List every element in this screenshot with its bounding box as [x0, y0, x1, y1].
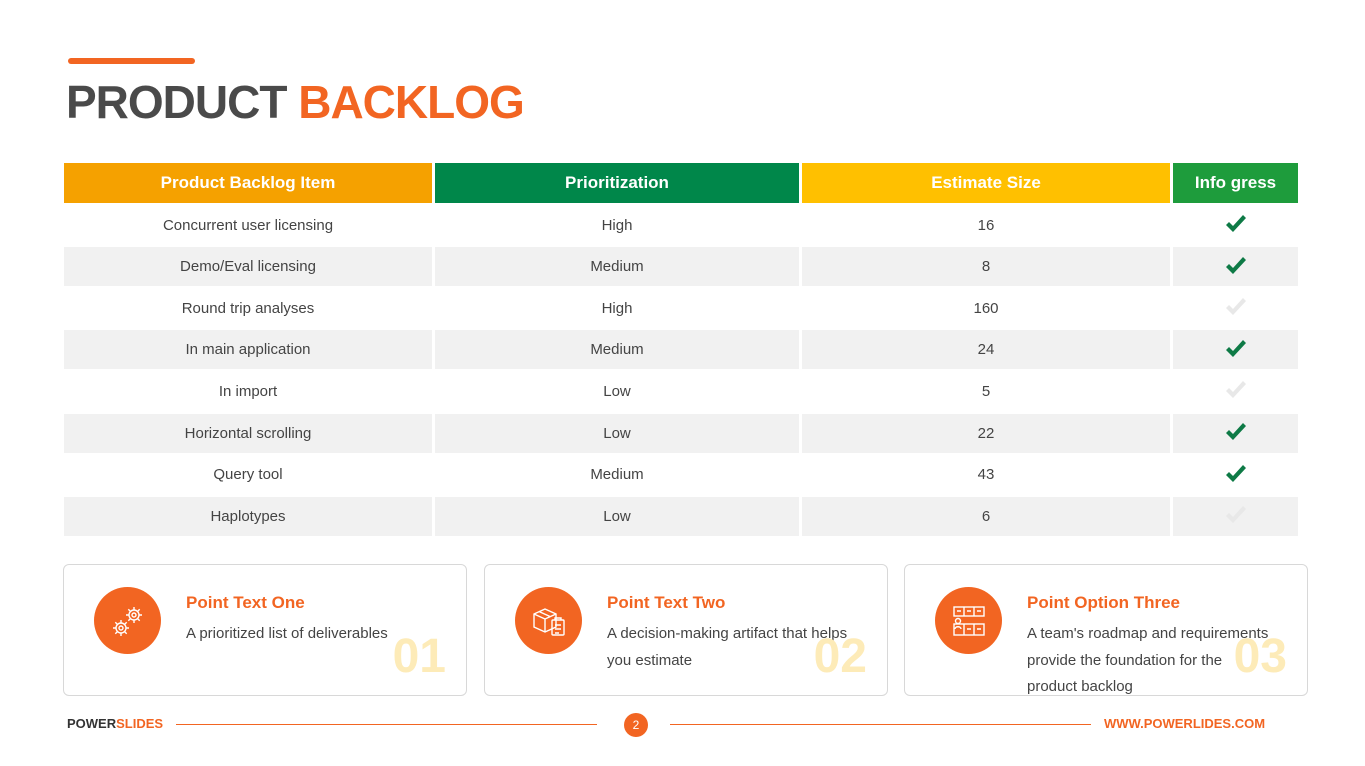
cell-item: Query tool [213, 466, 283, 484]
table-row [64, 455, 1298, 494]
cell-size: 16 [977, 216, 995, 234]
header-prioritization: Prioritization [435, 163, 799, 203]
table-row [64, 206, 1298, 245]
card-number: 03 [1233, 630, 1287, 683]
cell-item: Haplotypes [64, 497, 432, 536]
checkmark-icon [1224, 257, 1248, 277]
cell-priority: Low [435, 414, 799, 453]
cell-item: In import [218, 382, 278, 400]
cell-item: Horizontal scrolling [64, 414, 432, 453]
table-header-row [64, 163, 1298, 203]
card-description: A decision-making artifact that helps you estimate [607, 625, 848, 669]
checkmark-icon [1224, 465, 1248, 485]
title-accent-bar [68, 58, 195, 64]
checkmark-icon [1224, 298, 1248, 318]
cell-progress [1173, 289, 1298, 328]
card-icon-circle [935, 587, 1002, 654]
footer-website: WWW.POWERLIDES.COM [1104, 716, 1266, 731]
cell-progress [1173, 372, 1298, 411]
cell-priority: Low [435, 497, 799, 536]
cell-priority: High [601, 299, 633, 317]
checkmark-icon [1224, 381, 1248, 401]
card-number: 01 [392, 630, 446, 683]
checkmark-icon [1224, 506, 1248, 526]
cell-item: Concurrent user licensing [162, 216, 334, 234]
cell-item: Round trip analyses [181, 299, 315, 317]
title-word-backlog: BACKLOG [298, 76, 524, 128]
cell-priority: Medium [435, 330, 799, 369]
footer-divider-left [176, 724, 597, 725]
checkmark-icon [1224, 423, 1248, 443]
cell-size: 5 [981, 382, 991, 400]
cell-item: Demo/Eval licensing [64, 247, 432, 286]
card-icon-circle [94, 587, 161, 654]
table-row [64, 289, 1298, 328]
cell-size: 8 [802, 247, 1170, 286]
cell-progress [1173, 247, 1298, 286]
header-progress: Info gress [1173, 163, 1298, 203]
cell-size: 160 [973, 299, 999, 317]
cell-size: 22 [802, 414, 1170, 453]
card-title: Point Text One [186, 593, 305, 612]
point-card-2 [484, 564, 888, 696]
cell-size: 24 [802, 330, 1170, 369]
card-title: Point Option Three [1027, 593, 1180, 612]
cell-size: 6 [802, 497, 1170, 536]
table-body [64, 206, 1298, 536]
card-number: 02 [813, 630, 867, 683]
cell-progress [1173, 497, 1298, 536]
cell-priority: Medium [435, 247, 799, 286]
footer-divider-right [670, 724, 1091, 725]
cell-priority: High [601, 216, 633, 234]
cell-item: In main application [64, 330, 432, 369]
cell-progress [1173, 330, 1298, 369]
cell-progress [1173, 414, 1298, 453]
point-card-3 [904, 564, 1308, 696]
cell-progress [1173, 455, 1298, 494]
table-row [64, 372, 1298, 411]
box-clipboard-icon [530, 602, 568, 640]
table-row [64, 414, 1298, 453]
point-card-1 [63, 564, 467, 696]
gears-icon [109, 602, 147, 640]
header-backlog-item: Product Backlog Item [64, 163, 432, 203]
header-estimate-size: Estimate Size [802, 163, 1170, 203]
page-title [66, 74, 524, 130]
cell-size: 43 [977, 466, 995, 484]
checkmark-icon [1224, 215, 1248, 235]
table-row [64, 247, 1298, 286]
roadmap-icon [950, 602, 988, 640]
cell-progress [1173, 206, 1298, 245]
footer-brand [67, 716, 163, 731]
card-description: A prioritized list of deliverables [186, 625, 388, 642]
card-description: A team's roadmap and requirements provide the foundation for the product backlog [1027, 625, 1269, 695]
title-word-product: PRODUCT [66, 76, 287, 128]
cell-priority: Low [603, 382, 631, 400]
page-number-badge: 2 [624, 713, 648, 737]
card-title: Point Text Two [607, 593, 726, 612]
backlog-table [64, 163, 1298, 536]
table-row [64, 497, 1298, 536]
cell-priority: Medium [590, 466, 644, 484]
footer-brand-slides: SLIDES [116, 716, 164, 731]
table-row [64, 330, 1298, 369]
checkmark-icon [1224, 340, 1248, 360]
footer-brand-power: POWER [67, 716, 117, 731]
card-icon-circle [515, 587, 582, 654]
